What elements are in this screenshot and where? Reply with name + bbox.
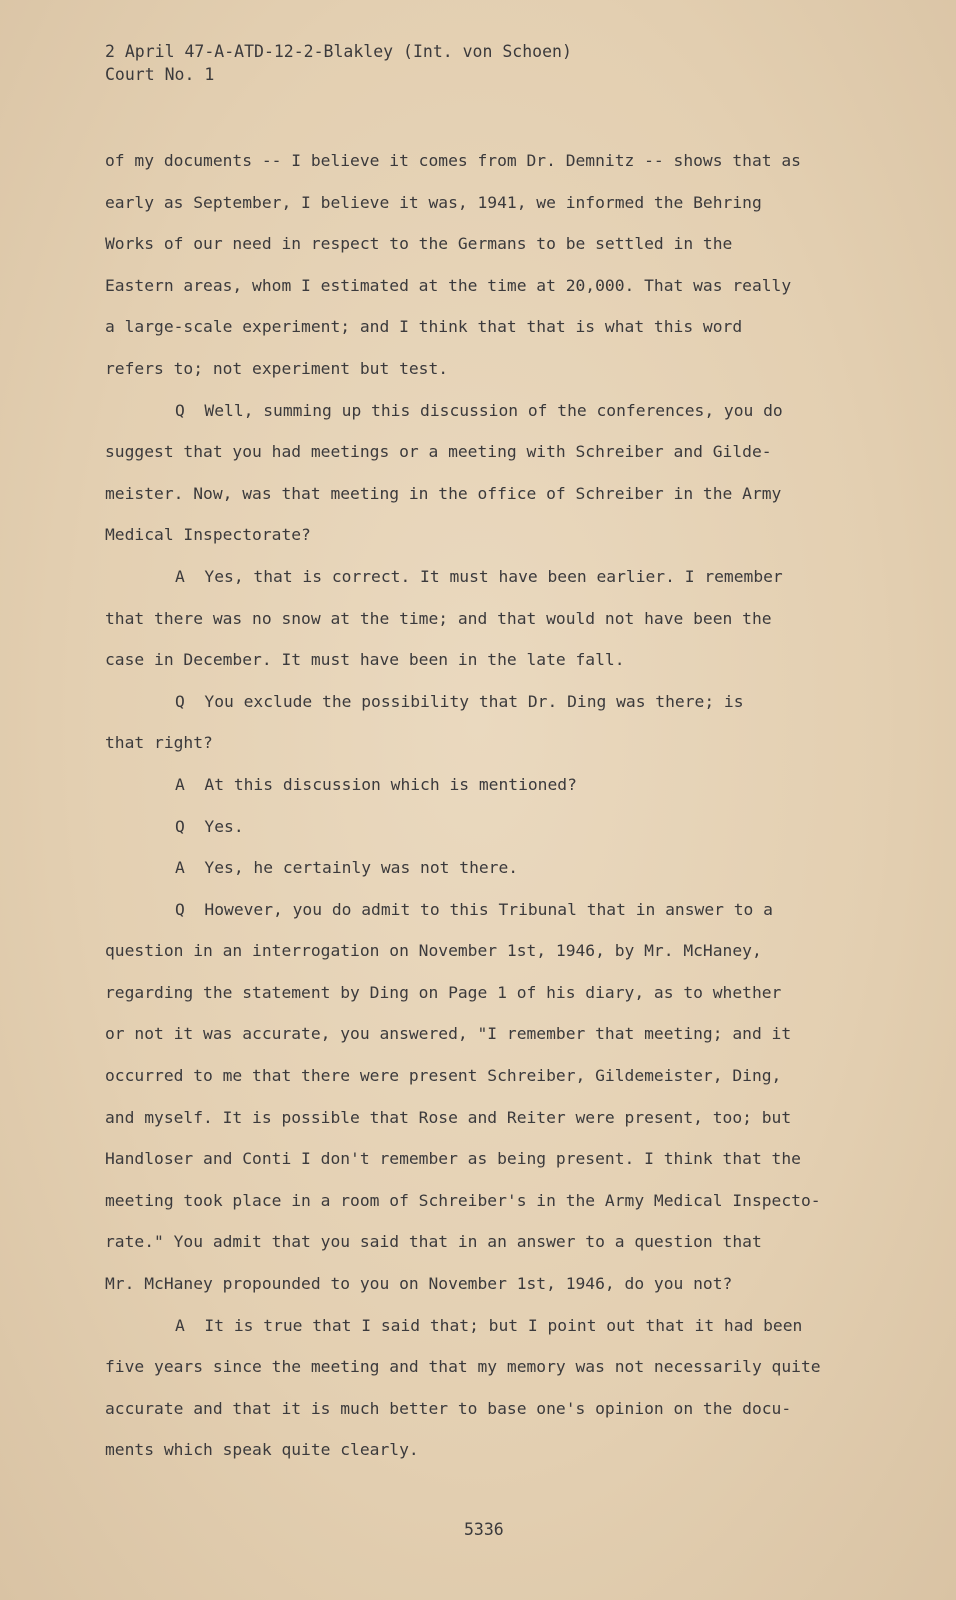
text-line: question in an interrogation on November 1st, 1946, by Mr. McHaney,	[105, 941, 762, 961]
text-line: or not it was accurate, you answered, "I remember that meeting; and it	[105, 1024, 792, 1044]
text-line: five years since the meeting and that my memory was not necessarily quite	[105, 1357, 821, 1377]
header-line-1: 2 April 47-A-ATD-12-2-Blakley (Int. von Schoen)	[105, 42, 572, 61]
text-line: occurred to me that there were present Schreiber, Gildemeister, Ding,	[105, 1066, 782, 1086]
text-line: that there was no snow at the time; and that would not have been the	[105, 608, 772, 628]
answer-line: A Yes, he certainly was not there.	[175, 858, 519, 878]
text-line: suggest that you had meetings or a meeting with Schreiber and Gilde-	[105, 442, 772, 462]
answer-line: A Yes, that is correct. It must have been earlier. I remember	[175, 566, 783, 586]
text-line: meister. Now, was that meeting in the office of Schreiber in the Army	[105, 483, 782, 503]
header-line-2: Court No. 1	[105, 65, 215, 84]
text-line: of my documents -- I believe it comes from Dr. Demnitz -- shows that as	[105, 151, 801, 170]
answer-line: A At this discussion which is mentioned?	[175, 774, 577, 794]
text-line: accurate and that it is much better to base one's opinion on the docu-	[105, 1398, 792, 1418]
text-line: meeting took place in a room of Schreiber's in the Army Medical Inspecto-	[105, 1190, 821, 1210]
text-line: case in December. It must have been in the late fall.	[105, 650, 625, 670]
text-line: and myself. It is possible that Rose and Reiter were present, too; but	[105, 1107, 792, 1127]
text-line: Eastern areas, whom I estimated at the time at 20,000. That was really	[105, 275, 792, 295]
question-line: Q However, you do admit to this Tribunal that in answer to a	[175, 899, 773, 919]
question-line: Q Yes.	[175, 816, 244, 836]
text-line: early as September, I believe it was, 1941, we informed the Behring	[105, 192, 762, 212]
text-line: ments which speak quite clearly.	[105, 1440, 419, 1460]
text-line: Works of our need in respect to the Germans to be settled in the	[105, 234, 733, 254]
text-line: Handloser and Conti I don't remember as being present. I think that the	[105, 1149, 801, 1169]
page-number: 5336	[464, 1520, 504, 1539]
text-line: Mr. McHaney propounded to you on November 1st, 1946, do you not?	[105, 1274, 733, 1294]
text-line: Medical Inspectorate?	[105, 525, 311, 545]
text-line: that right?	[105, 733, 213, 753]
text-line: regarding the statement by Ding on Page 1 of his diary, as to whether	[105, 982, 782, 1002]
text-line: refers to; not experiment but test.	[105, 358, 449, 378]
text-line: rate." You admit that you said that in an answer to a question that	[105, 1232, 762, 1252]
question-line: Q Well, summing up this discussion of the conferences, you do	[175, 400, 783, 420]
header	[105, 40, 572, 86]
question-line: Q You exclude the possibility that Dr. Ding was there; is	[175, 691, 744, 711]
text-line: a large-scale experiment; and I think that that is what this word	[105, 317, 743, 337]
answer-line: A It is true that I said that; but I point out that it had been	[175, 1315, 803, 1335]
transcript-body	[105, 140, 865, 1471]
